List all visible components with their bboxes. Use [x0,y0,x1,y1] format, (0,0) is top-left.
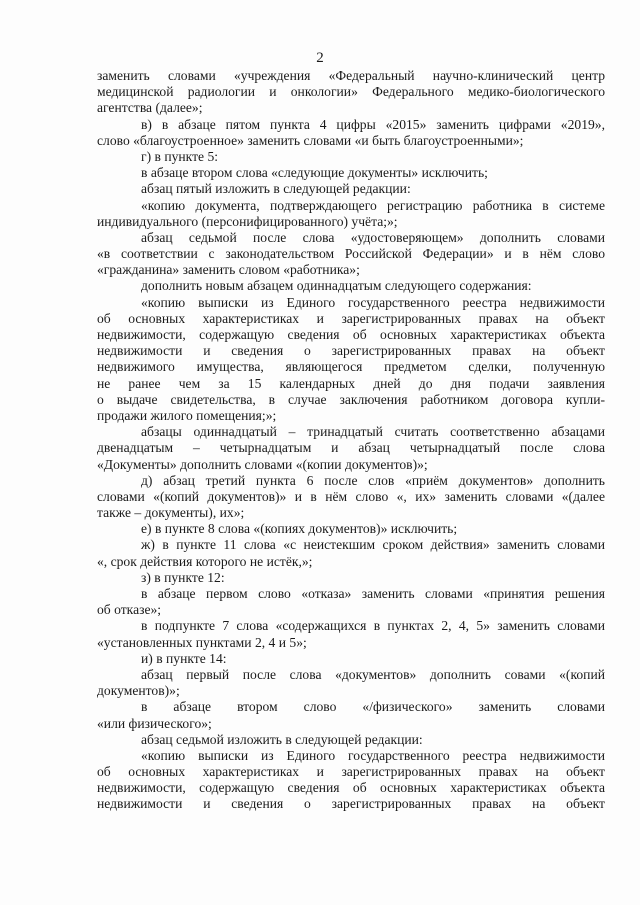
text-line: заменить словами «учреждения «Федеральный научно-клинический центр [97,68,605,83]
paragraph [97,424,605,473]
paragraph [97,651,605,667]
text-line: слово «благоустроенное» заменить словами «и быть благоустроенными»; [97,132,524,148]
text-line: об основных характеристиках и зарегистрированных правах на объект [97,310,605,326]
text-line: в абзаце втором слова «следующие документы» исключить; [141,165,488,181]
text-line: д) абзац третий пункта 6 после слов «приём документов» дополнить [141,472,605,488]
paragraph [97,732,605,748]
text-line: «, срок действия которого не истёк,»; [97,553,313,569]
paragraph [97,198,605,230]
paragraph [97,117,605,149]
text-line: об основных характеристиках и зарегистрированных правах на объект [97,764,605,780]
paragraph [97,68,605,117]
paragraph [97,537,605,569]
text-line: о выдаче свидетельства, в случае заключения работником договора купли- [97,391,605,407]
page-number: 2 [316,50,324,66]
text-line: «Документы» дополнить словами «(копии документов)»; [97,456,428,472]
text-line: также – документы), их»; [97,505,245,521]
text-line: недвижимого имущества, являющегося предметом сделки, полученную [97,359,605,375]
text-line: «или физического»; [97,715,212,731]
text-line: в подпункте 7 слова «содержащихся в пунктах 2, 4, 5» заменить словами [141,618,605,634]
text-line: дополнить новым абзацем одиннадцатым следующего содержания: [141,278,532,294]
paragraph [97,181,605,197]
text-line: ж) в пункте 11 слова «с неистекшим сроком действия» заменить словами [141,537,605,553]
text-line: в) в абзаце пятом пункта 4 цифры «2015» заменить цифрами «2019», [141,116,605,132]
paragraph [97,230,605,279]
paragraph [97,473,605,522]
paragraph [97,618,605,650]
text-line: и) в пункте 14: [141,650,227,666]
text-line: недвижимости и сведения о зарегистрированных правах на объект [97,343,605,359]
text-line: продажи жилого помещения;»; [97,407,277,423]
text-line: «гражданина» заменить словом «работника»; [97,262,360,278]
text-line: «в соответствии с законодательством Российской Федерации» и в нём слово [97,246,605,262]
text-line: «установленных пунктами 2, 4 и 5»; [97,634,307,650]
document-body [97,68,605,813]
text-line: г) в пункте 5: [141,148,219,164]
text-line: «копию выписки из Единого государственного реестра недвижимости [141,294,605,310]
text-line: абзац первый после слова «документов» дополнить совами «(копий [141,666,605,682]
paragraph [97,748,605,813]
paragraph [97,521,605,537]
text-line: словами «(копий документов)» и в нём слово «, их» заменить словами «(далее [97,488,605,504]
text-line: документов)»; [97,683,180,699]
text-line: двенадцатым – четырнадцатым и абзац четырнадцатый после слова [97,440,605,456]
text-line: медицинской радиологии и онкологии» Федерального медико-биологического [97,84,605,100]
text-line: не ранее чем за 15 календарных дней до дня подачи заявления [97,375,605,391]
paragraph [97,165,605,181]
text-line: агентства (далее»; [97,100,203,116]
paragraph [97,667,605,699]
paragraph [97,149,605,165]
text-line: недвижимости, содержащую сведения об основных характеристиках объекта [97,327,605,342]
text-line: недвижимости и сведения о зарегистрированных правах на объект [97,796,605,812]
paragraph [97,278,605,294]
text-line: абзацы одиннадцатый – тринадцатый считать соответственно абзацами [141,424,605,440]
text-line: абзац пятый изложить в следующей редакции: [141,181,411,197]
text-line: «копию выписки из Единого государственного реестра недвижимости [141,747,605,763]
paragraph [97,295,605,425]
text-line: абзац седьмой после слова «удостоверяющем» дополнить словами [141,229,605,245]
text-line: недвижимости, содержащую сведения об основных характеристиках объекта [97,780,605,796]
text-line: е) в пункте 8 слова «(копиях документов)» исключить; [141,521,458,537]
text-line: об отказе»; [97,602,162,618]
text-line: в абзаце первом слово «отказа» заменить словами «принятия решения [141,586,605,601]
text-line: в абзаце втором слово «/физического» заменить словами [141,699,605,715]
paragraph [97,586,605,618]
text-line: «копию документа, подтверждающего регистрацию работника в системе [141,197,605,213]
text-line: з) в пункте 12: [141,569,225,585]
text-line: индивидуального (персонифицированного) учёта;»; [97,213,398,229]
text-line: абзац седьмой изложить в следующей редакции: [141,731,423,747]
paragraph [97,570,605,586]
paragraph [97,699,605,731]
